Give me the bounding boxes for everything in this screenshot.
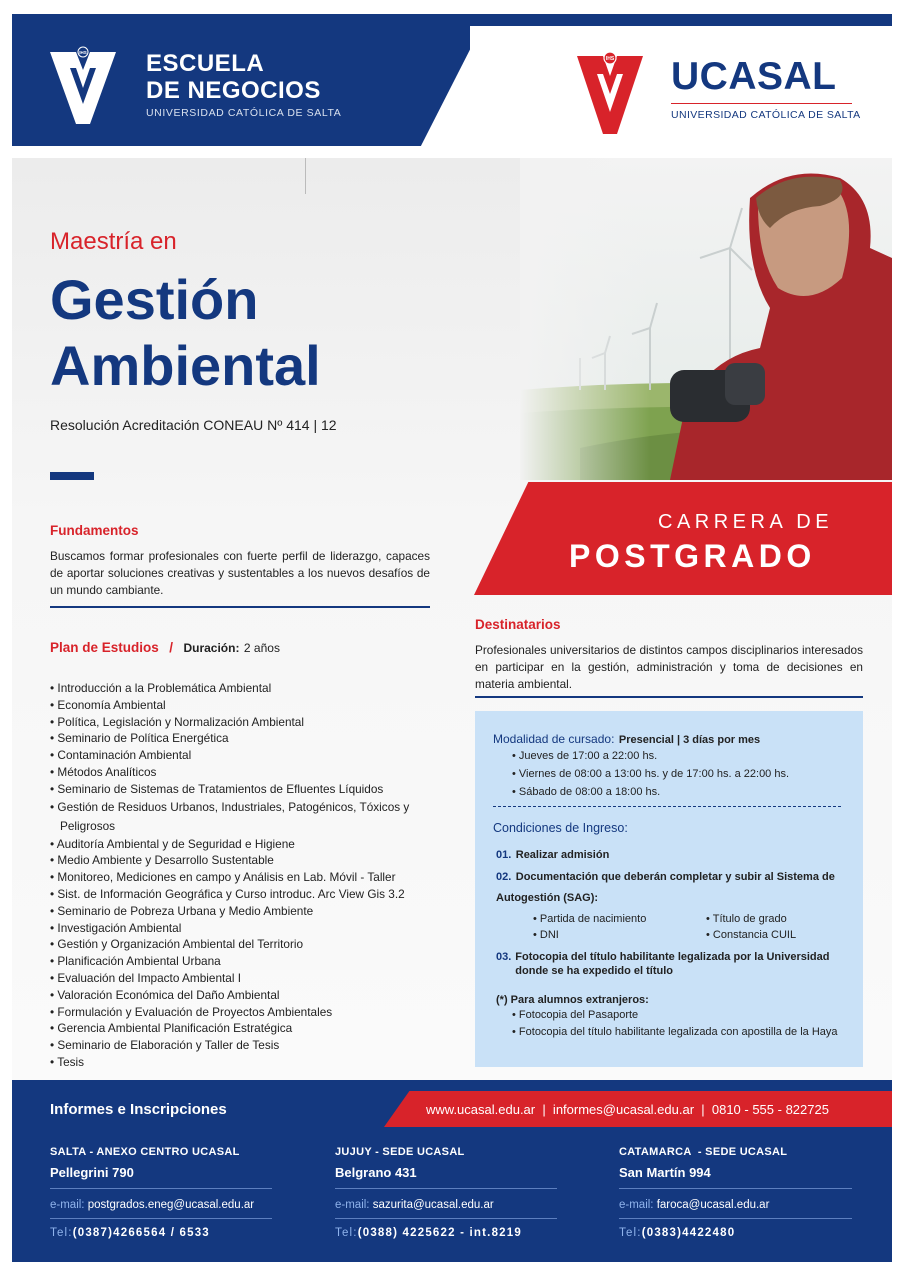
condicion-1-num: 01. (496, 849, 512, 861)
destinatarios-rule (475, 696, 863, 698)
plan-item: • Política, Legislación y Normalización Ambiental (50, 714, 304, 729)
condicion-3-num: 03. (496, 951, 512, 963)
sede-email[interactable]: e-mail: postgrados.eneg@ucasal.edu.ar (50, 1199, 255, 1211)
sede-rule (619, 1188, 852, 1189)
docs-right (706, 911, 796, 943)
plan-list (50, 680, 430, 1071)
duracion-label: Duración: (183, 641, 240, 655)
contact-line[interactable]: www.ucasal.edu.ar | informes@ucasal.edu.ar | 0810 - 555 - 822725 (426, 1102, 829, 1117)
plan-item: • Valoración Económica del Daño Ambiental (50, 987, 280, 1002)
condicion-3-text: Fotocopia del título habilitante legalizada por la Universidad donde se ha expedido el título (515, 951, 830, 977)
resolucion-coneau: Resolución Acreditación CONEAU Nº 414 | 12 (50, 417, 337, 433)
plan-item: • Formulación y Evaluación de Proyectos Ambientales (50, 1004, 333, 1019)
duracion-value: 2 años (243, 641, 280, 655)
plan-item: • Seminario de Elaboración y Taller de Tesis (50, 1038, 280, 1053)
sede-tel[interactable]: Tel:(0388) 4225622 - int.8219 (335, 1227, 522, 1239)
escuela-title-line1: ESCUELA (146, 50, 265, 77)
plan-heading-row (50, 639, 280, 657)
sede-rule (335, 1188, 557, 1189)
accent-dash (50, 472, 94, 480)
extranjeros-heading: (*) Para alumnos extranjeros: (496, 994, 649, 1006)
maestria-en-label: Maestría en (50, 228, 177, 255)
sede-rule (50, 1188, 272, 1189)
panel-dashed-divider (493, 806, 841, 807)
plan-item: • Contaminación Ambiental (50, 748, 192, 763)
plan-item: • Gestión y Organización Ambiental del Territorio (50, 937, 304, 952)
ucasal-subtitle: UNIVERSIDAD CATÓLICA DE SALTA (671, 109, 861, 121)
plan-separator: / (169, 640, 173, 655)
plan-item: • Gestión de Residuos Urbanos, Industriales, Patogénicos, Tóxicos y Peligrosos (50, 799, 410, 833)
extranjeros-item: • Fotocopia del título habilitante legalizada con apostilla de la Haya (512, 1026, 838, 1038)
plan-item: • Seminario de Sistemas de Tratamientos de Efluentes Líquidos (50, 781, 384, 796)
sede-address: Pellegrini 790 (50, 1165, 134, 1180)
informes-heading: Informes e Inscripciones (50, 1101, 227, 1118)
carrera-line2: POSTGRADO (569, 538, 816, 574)
condicion-2-num: 02. (496, 871, 512, 883)
plan-item: • Medio Ambiente y Desarrollo Sustentable (50, 853, 274, 868)
ucasal-name: UCASAL (671, 55, 837, 98)
modalidad-label: Modalidad de cursado: (493, 732, 615, 746)
escuela-title (146, 50, 321, 104)
sede-tel[interactable]: Tel:(0387)4266564 / 6533 (50, 1227, 210, 1239)
sede-city: CATAMARCA - SEDE UCASAL (619, 1146, 788, 1158)
docs-left (533, 911, 646, 943)
plan-item: • Seminario de Política Energética (50, 731, 229, 746)
plan-item: • Auditoría Ambiental y de Seguridad e Higiene (50, 836, 295, 851)
ucasal-divider (671, 103, 852, 104)
plan-item: • Sist. de Información Geográfica y Curso introduc. Arc View Gis 3.2 (50, 886, 405, 901)
sede-rule (619, 1218, 852, 1219)
doc-item: • Título de grado (706, 913, 787, 925)
program-title-line1: Gestión (50, 268, 259, 331)
condicion-3 (496, 950, 848, 978)
ucasal-logo-icon (577, 50, 643, 134)
condicion-1-text: Realizar admisión (515, 849, 610, 861)
doc-item: • DNI (533, 929, 559, 941)
plan-item: • Introducción a la Problemática Ambiental (50, 681, 272, 695)
modalidad-item: • Jueves de 17:00 a 22:00 hs. (512, 750, 658, 762)
escuela-title-line2: DE NEGOCIOS (146, 77, 321, 104)
extranjeros-item: • Fotocopia del Pasaporte (512, 1009, 639, 1021)
plan-item: • Evaluación del Impacto Ambiental I (50, 970, 242, 985)
plan-item: • Gerencia Ambiental Planificación Estratégica (50, 1021, 293, 1036)
plan-item: • Métodos Analíticos (50, 764, 157, 779)
plan-item: • Investigación Ambiental (50, 920, 182, 935)
sede-tel[interactable]: Tel:(0383)4422480 (619, 1227, 736, 1239)
header-top-bar (12, 14, 892, 26)
sede-email[interactable]: e-mail: sazurita@ucasal.edu.ar (335, 1199, 494, 1211)
fundamentos-heading: Fundamentos (50, 523, 139, 538)
condicion-2-text: Documentación que deberán completar y subir al Sistema de Autogestión (SAG): (496, 871, 835, 904)
sede-address: Belgrano 431 (335, 1165, 417, 1180)
doc-item: • Partida de nacimiento (533, 913, 647, 925)
condicion-2 (496, 866, 848, 908)
escuela-logo-icon (50, 46, 116, 124)
program-title-line2: Ambiental (50, 334, 321, 397)
doc-item: • Constancia CUIL (706, 929, 797, 941)
sede-catamarca (619, 1146, 852, 1239)
sede-rule (50, 1218, 272, 1219)
extranjeros-list (512, 1008, 848, 1039)
modalidad-value: Presencial | 3 días por mes (618, 734, 761, 746)
plan-heading: Plan de Estudios (50, 640, 159, 655)
escuela-logo-ihs: IHS (79, 50, 87, 55)
fundamentos-rule (50, 606, 430, 608)
plan-item: • Seminario de Pobreza Urbana y Medio Ambiente (50, 903, 314, 918)
ucasal-logo-ihs: IHS (605, 56, 615, 62)
plan-item: • Monitoreo, Mediciones en campo y Análisis en Lab. Móvil - Taller (50, 870, 396, 885)
modalidad-list (512, 747, 789, 801)
fundamentos-text: Buscamos formar profesionales con fuerte perfil de liderazgo, capaces de aportar soluciones creativas y sustentables a los nuevos desafíos de un mundo cambiante. (50, 549, 430, 597)
sede-salta (50, 1146, 272, 1239)
sede-email[interactable]: e-mail: faroca@ucasal.edu.ar (619, 1199, 770, 1211)
destinatarios-heading: Destinatarios (475, 617, 561, 632)
sede-city: JUJUY - SEDE UCASAL (335, 1146, 465, 1158)
divider-tick (305, 158, 306, 194)
hero-photo (520, 158, 892, 480)
plan-item: • Tesis (50, 1054, 85, 1069)
sede-rule (335, 1218, 557, 1219)
sede-city: SALTA - ANEXO CENTRO UCASAL (50, 1146, 240, 1158)
carrera-line1: CARRERA DE (658, 511, 834, 533)
modalidad-item: • Sábado de 08:00 a 18:00 hs. (512, 786, 661, 798)
plan-item: • Planificación Ambiental Urbana (50, 954, 221, 969)
condicion-1 (496, 845, 609, 863)
plan-item: • Economía Ambiental (50, 697, 166, 712)
destinatarios-text: Profesionales universitarios de distintos campos disciplinarios interesados en participar en la gestión, administración y toma de decisiones en materia ambiental. (475, 643, 863, 691)
condiciones-heading: Condiciones de Ingreso: (493, 821, 628, 835)
sede-jujuy (335, 1146, 557, 1239)
modalidad-item: • Viernes de 08:00 a 13:00 hs. y de 17:00 hs. a 22:00 hs. (512, 768, 790, 780)
sede-address: San Martín 994 (619, 1165, 711, 1180)
modalidad-row (493, 730, 760, 748)
escuela-subtitle: UNIVERSIDAD CATÓLICA DE SALTA (146, 107, 342, 119)
